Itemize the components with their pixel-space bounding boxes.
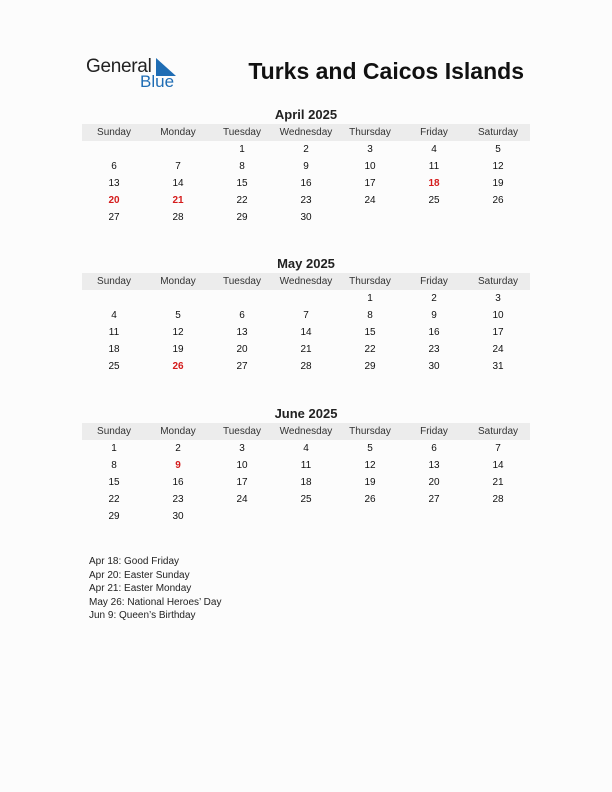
holiday-list-item: May 26: National Heroes’ Day [89, 596, 222, 608]
date-cell: 17 [492, 327, 504, 338]
month-title: May 2025 [277, 256, 335, 271]
date-cell: 27 [108, 212, 120, 223]
empty-date-cell [274, 508, 338, 525]
date-cell: 4 [111, 310, 117, 321]
date-cell: 16 [300, 178, 312, 189]
weekday-label: Saturday [477, 127, 519, 138]
holiday-list-item: Apr 21: Easter Monday [89, 583, 192, 594]
date-cell: 1 [239, 144, 245, 155]
date-cell: 11 [300, 460, 312, 471]
date-cell: 20 [428, 477, 440, 488]
weekday-label: Wednesday [279, 426, 333, 437]
month-may [82, 256, 530, 375]
date-cell: 30 [300, 212, 312, 223]
weekday-label: Saturday [477, 276, 519, 287]
date-cell: 6 [111, 161, 117, 172]
date-cell: 27 [428, 494, 440, 505]
week-row [82, 175, 530, 192]
date-cell: 14 [492, 460, 504, 471]
date-cell: 17 [236, 477, 248, 488]
holiday-date-cell: 21 [172, 195, 184, 206]
holiday-list-item: Jun 9: Queen’s Birthday [89, 610, 196, 621]
empty-date-cell [466, 508, 530, 525]
date-cell: 29 [108, 511, 120, 522]
date-cell: 11 [108, 327, 120, 338]
date-cell: 28 [492, 494, 504, 505]
date-cell: 3 [367, 144, 373, 155]
date-cell: 7 [175, 161, 181, 172]
weekday-label: Friday [420, 426, 448, 437]
date-cell: 7 [303, 310, 309, 321]
empty-date-cell [338, 209, 402, 226]
date-cell: 4 [303, 443, 309, 454]
date-cell: 11 [428, 161, 440, 172]
month-june [82, 406, 530, 525]
country-title: Turks and Caicos Islands [248, 58, 524, 84]
weekday-label: Wednesday [279, 276, 333, 287]
empty-date-cell [338, 508, 402, 525]
weekday-header-row [82, 124, 530, 141]
date-cell: 10 [492, 310, 504, 321]
date-cell: 31 [492, 361, 504, 372]
week-row [82, 307, 530, 324]
date-cell: 6 [239, 310, 245, 321]
weekday-label: Friday [420, 276, 448, 287]
weekday-label: Wednesday [279, 127, 333, 138]
month-april [82, 107, 530, 226]
date-cell: 13 [108, 178, 120, 189]
week-row [82, 474, 530, 491]
date-cell: 8 [367, 310, 373, 321]
weekday-label: Thursday [349, 426, 391, 437]
generalblue-logo [86, 56, 186, 92]
date-cell: 9 [431, 310, 437, 321]
date-cell: 9 [303, 161, 309, 172]
date-cell: 8 [111, 460, 117, 471]
date-cell: 5 [367, 443, 373, 454]
date-cell: 24 [236, 494, 248, 505]
date-cell: 12 [172, 327, 184, 338]
date-cell: 15 [236, 178, 248, 189]
weekday-label: Tuesday [223, 127, 261, 138]
week-row [82, 324, 530, 341]
weekday-label: Monday [160, 127, 196, 138]
date-cell: 26 [492, 195, 504, 206]
date-cell: 25 [428, 195, 440, 206]
week-row [82, 341, 530, 358]
holiday-list-item: Apr 20: Easter Sunday [89, 569, 190, 581]
date-cell: 23 [172, 494, 184, 505]
empty-date-cell [146, 141, 210, 158]
date-cell: 10 [236, 460, 248, 471]
weekday-label: Saturday [477, 426, 519, 437]
date-cell: 7 [495, 443, 501, 454]
date-cell: 24 [364, 195, 376, 206]
date-cell: 28 [300, 361, 312, 372]
empty-date-cell [274, 290, 338, 307]
date-cell: 27 [236, 361, 248, 372]
date-cell: 10 [364, 161, 376, 172]
holiday-date-cell: 26 [172, 361, 184, 372]
date-cell: 18 [300, 477, 312, 488]
weekday-label: Tuesday [223, 276, 261, 287]
date-cell: 2 [431, 293, 437, 304]
holiday-date-cell: 20 [108, 195, 120, 206]
weekday-label: Sunday [97, 426, 131, 437]
date-cell: 12 [492, 161, 504, 172]
empty-date-cell [210, 508, 274, 525]
date-cell: 22 [364, 344, 376, 355]
holiday-date-cell: 9 [175, 460, 181, 471]
date-cell: 17 [364, 178, 376, 189]
empty-date-cell [82, 141, 146, 158]
date-cell: 29 [364, 361, 376, 372]
date-cell: 2 [303, 144, 309, 155]
date-cell: 3 [495, 293, 501, 304]
date-cell: 24 [492, 344, 504, 355]
weekday-label: Monday [160, 276, 196, 287]
date-cell: 12 [364, 460, 376, 471]
empty-date-cell [146, 290, 210, 307]
date-cell: 19 [172, 344, 184, 355]
date-cell: 2 [175, 443, 181, 454]
empty-date-cell [210, 290, 274, 307]
date-cell: 25 [108, 361, 120, 372]
empty-date-cell [466, 209, 530, 226]
date-cell: 22 [236, 195, 248, 206]
week-row [82, 290, 530, 307]
date-cell: 5 [175, 310, 181, 321]
weekday-label: Thursday [349, 276, 391, 287]
holiday-list-item: Apr 18: Good Friday [89, 556, 180, 567]
week-row [82, 440, 530, 457]
date-cell: 13 [236, 327, 248, 338]
holiday-list [89, 555, 221, 623]
empty-date-cell [82, 290, 146, 307]
date-cell: 28 [172, 212, 184, 223]
weekday-label: Sunday [97, 276, 131, 287]
date-cell: 1 [111, 443, 117, 454]
week-row [82, 358, 530, 375]
weekday-label: Thursday [349, 127, 391, 138]
date-cell: 5 [495, 144, 501, 155]
date-cell: 23 [300, 195, 312, 206]
week-row [82, 508, 530, 525]
week-row [82, 141, 530, 158]
weekday-label: Tuesday [223, 426, 261, 437]
date-cell: 14 [172, 178, 184, 189]
week-row [82, 209, 530, 226]
date-cell: 26 [364, 494, 376, 505]
date-cell: 30 [428, 361, 440, 372]
date-cell: 13 [428, 460, 440, 471]
date-cell: 20 [236, 344, 248, 355]
date-cell: 16 [172, 477, 184, 488]
date-cell: 15 [108, 477, 120, 488]
date-cell: 3 [239, 443, 245, 454]
month-title: June 2025 [274, 406, 338, 421]
date-cell: 23 [428, 344, 440, 355]
date-cell: 18 [108, 344, 120, 355]
date-cell: 19 [492, 178, 504, 189]
date-cell: 25 [300, 494, 312, 505]
month-title: April 2025 [274, 107, 338, 122]
date-cell: 15 [364, 327, 376, 338]
week-row [82, 457, 530, 474]
date-cell: 14 [300, 327, 312, 338]
date-cell: 30 [172, 511, 184, 522]
weekday-label: Monday [160, 426, 196, 437]
empty-date-cell [402, 508, 466, 525]
week-row [82, 491, 530, 508]
logo-text-blue: Blue [140, 72, 175, 91]
date-cell: 1 [367, 293, 373, 304]
weekday-label: Sunday [97, 127, 131, 138]
date-cell: 22 [108, 494, 120, 505]
date-cell: 16 [428, 327, 440, 338]
date-cell: 4 [431, 144, 437, 155]
weekday-header-row [82, 423, 530, 440]
date-cell: 8 [239, 161, 245, 172]
week-row [82, 192, 530, 209]
logo-text-general: General [86, 56, 152, 77]
week-row [82, 158, 530, 175]
empty-date-cell [402, 209, 466, 226]
holiday-date-cell: 18 [428, 178, 440, 189]
date-cell: 21 [492, 477, 504, 488]
weekday-header-row [82, 273, 530, 290]
date-cell: 29 [236, 212, 248, 223]
weekday-label: Friday [420, 127, 448, 138]
date-cell: 6 [431, 443, 437, 454]
date-cell: 19 [364, 477, 376, 488]
date-cell: 21 [300, 344, 312, 355]
